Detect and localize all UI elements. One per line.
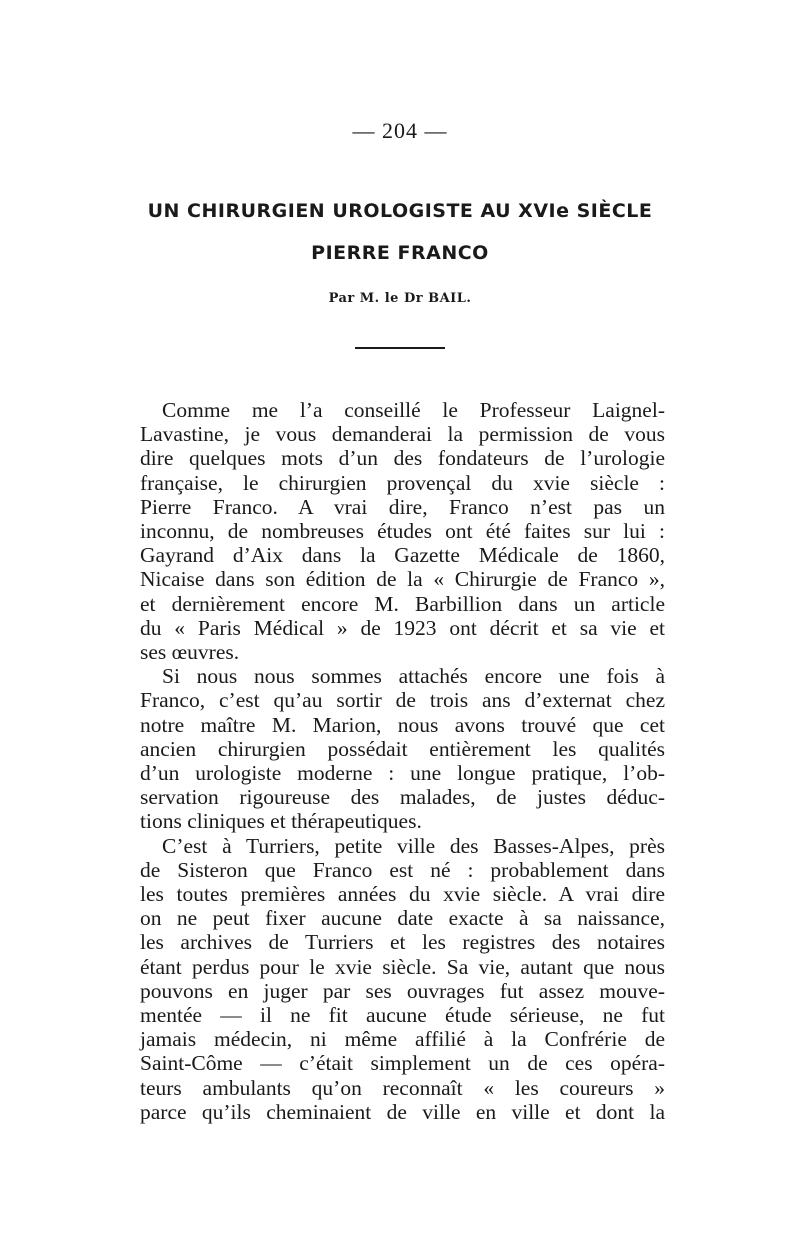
body-line: servation rigoureuse des malades, de justes déduc- — [140, 785, 665, 810]
body-line: de Sisteron que Franco est né : probablement dans — [140, 857, 665, 882]
body-line: ses œuvres. — [140, 640, 240, 665]
body-line: inconnu, de nombreuses études ont été faites sur lui : — [140, 519, 665, 544]
body-line: Gayrand d’Aix dans la Gazette Médicale de 1860, — [140, 543, 665, 568]
body-line: parce qu’ils cheminaient de ville en ville et dont la — [140, 1099, 665, 1124]
body-line: française, le chirurgien provençal du xvie siècle : — [140, 470, 665, 495]
body-line: mentée — il ne fit aucune étude sérieuse, ne fut — [140, 1003, 665, 1028]
article-subtitle: PIERRE FRANCO — [311, 242, 489, 264]
body-line: pouvons en juger par ses ouvrages fut assez mouve- — [140, 978, 665, 1003]
separator-rule — [355, 347, 445, 349]
body-line: les toutes premières années du xvie siècle. A vrai dire — [140, 882, 665, 907]
body-line: les archives de Turriers et les registres des notaires — [140, 930, 665, 955]
author-byline: Par M. le Dr BAIL. — [328, 291, 472, 306]
body-line: Comme me l’a conseillé le Professeur Laignel- — [162, 398, 665, 422]
body-line: et dernièrement encore M. Barbillion dans un article — [140, 591, 665, 616]
body-line: teurs ambulants qu’on reconnaît « les coureurs » — [140, 1075, 665, 1100]
body-line: on ne peut fixer aucune date exacte à sa naissance, — [140, 906, 665, 931]
body-line: Nicaise dans son édition de la « Chirurgie de Franco », — [140, 567, 665, 592]
body-line: d’un urologiste moderne : une longue pratique, l’ob- — [140, 761, 665, 786]
body-line: Franco, c’est qu’au sortir de trois ans d’externat chez — [140, 688, 665, 713]
body-line: jamais médecin, ni même affilié à la Confrérie de — [140, 1027, 665, 1052]
page-number: — 204 — — [352, 118, 448, 143]
article-title: UN CHIRURGIEN UROLOGISTE AU XVIe SIÈCLE — [147, 200, 653, 222]
body-line: tions cliniques et thérapeutiques. — [140, 809, 422, 834]
body-line: du « Paris Médical » de 1923 ont décrit et sa vie et — [140, 615, 665, 640]
body-line: dire quelques mots d’un des fondateurs de l’urologie — [140, 446, 665, 471]
body-line: notre maître M. Marion, nous avons trouvé que cet — [140, 712, 665, 737]
body-line: étant perdus pour le xvie siècle. Sa vie, autant que nous — [140, 954, 665, 979]
body-line: ancien chirurgien possédait entièrement les qualités — [140, 736, 665, 761]
body-line: Si nous nous sommes attachés encore une fois à — [162, 664, 665, 689]
article-body — [140, 398, 665, 1124]
body-line: Saint-Côme — c’était simplement un de ces opéra- — [140, 1051, 665, 1076]
body-line: C’est à Turriers, petite ville des Basses-Alpes, près — [162, 833, 665, 858]
body-line: Lavastine, je vous demanderai la permission de vous — [140, 422, 665, 447]
body-line: Pierre Franco. A vrai dire, Franco n’est pas un — [140, 494, 665, 519]
